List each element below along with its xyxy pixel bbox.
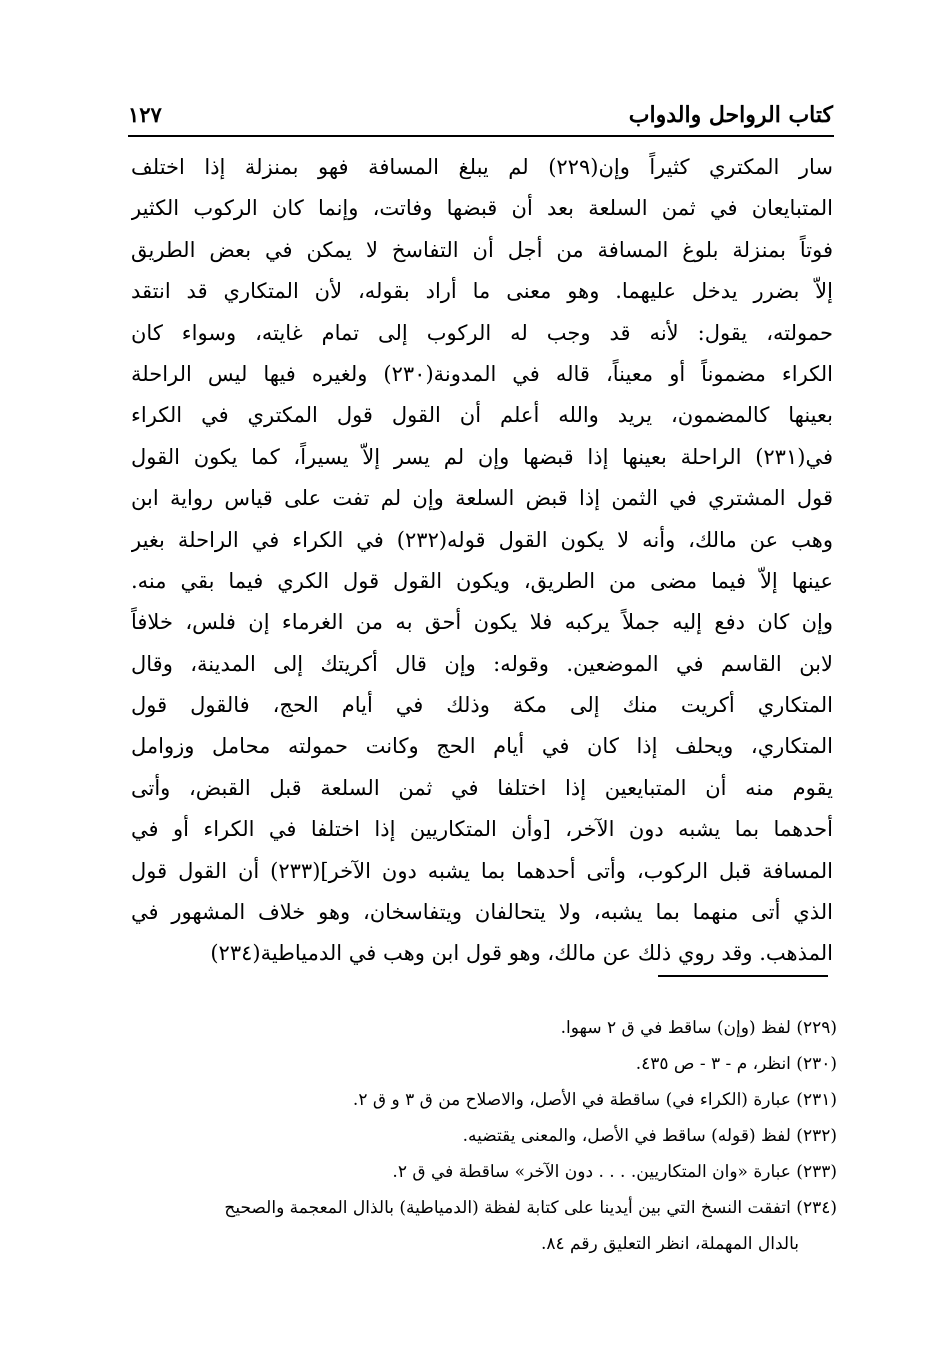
- body-line: وإن كان دفع إليه جملاً يركبه فلا يكون أحق به من الغرماء إن فلس، خلافاً: [131, 610, 833, 635]
- footnote-continuation: بالدال المهملة، انظر التعليق رقم ٨٤.: [540, 1234, 799, 1254]
- footnote-separator: [658, 975, 828, 977]
- body-line: المتبايعان في ثمن السلعة بعد أن قبضها وفاتت، وإنما كان الركوب الكثير: [131, 196, 833, 221]
- header-rule: [128, 135, 834, 137]
- body-line: عينها إلاّ فيما مضى من الطريق، ويكون القول قول الكري فيما بقي منه.: [131, 568, 833, 593]
- running-header: [128, 98, 833, 132]
- footnotes: [131, 1010, 837, 1262]
- footnote: (٢٣٠) انظر، م - ٣ - ص ٤٣٥.: [635, 1054, 837, 1074]
- body-line: المسافة قبل الركوب، وأتى أحدهما بما يشبه دون الآخر](٢٣٣) أن القول قول: [131, 858, 833, 883]
- footnote: (٢٣٣) عبارة «وان المتكاريين. . . . دون الآخر» ساقطة في ق ٢.: [392, 1162, 837, 1182]
- body-line: يقوم منه أن المتبايعين إذا اختلفا في ثمن السلعة قبل القبض، وأتى: [131, 775, 833, 800]
- chapter-title: كتاب الرواحل والدواب: [628, 102, 833, 128]
- body-line: بعينها كالمضمون، يريد والله أعلم أن القول قول المكتري في الكراء: [131, 403, 833, 428]
- body-line: فوتاً بمنزلة بلوغ المسافة من أجل أن التفاسخ لا يمكن في بعض الطريق: [131, 237, 833, 262]
- footnote: (٢٢٩) لفظ (وإن) ساقط في ق ٢ سهوا.: [560, 1018, 837, 1038]
- body-line: الكراء مضموناً أو معيناً، قاله في المدونة(٢٣٠) ولغيره فيها ليس الراحلة: [131, 361, 833, 386]
- body-line: سار المكتري كثيراً وإن(٢٢٩) لم يبلغ المسافة فهو بمنزلة إذا اختلف: [131, 155, 833, 179]
- body-line: أحدهما بما يشبه دون الآخر، [وأن المتكاريين إذا اختلفا في الكراء أو في: [131, 817, 833, 842]
- body-line: المتكاري، ويحلف إذا كان في أيام الحج وكانت حمولته محامل وزوامل: [131, 734, 833, 759]
- body-line: المتكاري أكريت منك إلى مكة وذلك في أيام الحج، فالقول قول: [131, 693, 833, 718]
- body-line: في(٢٣١) الراحلة بعينها إذا قبضها وإن لم يسر إلاّ يسيراً، كما يكون القول: [131, 444, 833, 469]
- body-line: وهب عن مالك، وأنه لا يكون القول قوله(٢٣٢) في الكراء في الراحلة بغير: [131, 527, 833, 552]
- body-line: حمولته، يقول: لأنه قد وجب له الركوب إلى تمام غايته، وسواء كان: [131, 320, 833, 345]
- page-number: ١٢٧: [128, 102, 162, 127]
- footnote: (٢٣١) عبارة (الكراء في) ساقطة في الأصل، والاصلاح من ق ٣ و ق ٢.: [352, 1090, 837, 1110]
- body-text: [131, 147, 833, 975]
- body-line: الذي أتى منهما بما يشبه، ولا يتحالفان ويتفاسخان، وهو خلاف المشهور في: [131, 900, 833, 925]
- footnote: (٢٣٤) اتفقت النسخ التي بين أيدينا على كتابة لفظة (الدمياطية) بالذال المعجمة والصحيح: [224, 1198, 837, 1218]
- body-line: قول المشتري في الثمن إذا قبض السلعة وإن لم تفت على قياس رواية ابن: [131, 486, 833, 511]
- body-line: المذهب. وقد روي ذلك عن مالك، وهو قول ابن وهب في الدمياطية(٢٣٤): [210, 941, 833, 966]
- body-line: لابن القاسم في الموضعين. وقوله: وإن قال أكريتك إلى المدينة، وقال: [131, 651, 833, 676]
- body-line: إلاّ بضرر يدخل عليهما. وهو معنى ما أراد بقوله، لأن المتكاري قد انتقد: [131, 279, 833, 304]
- footnote: (٢٣٢) لفظ (قوله) ساقط في الأصل، والمعنى يقتضيه.: [462, 1126, 837, 1146]
